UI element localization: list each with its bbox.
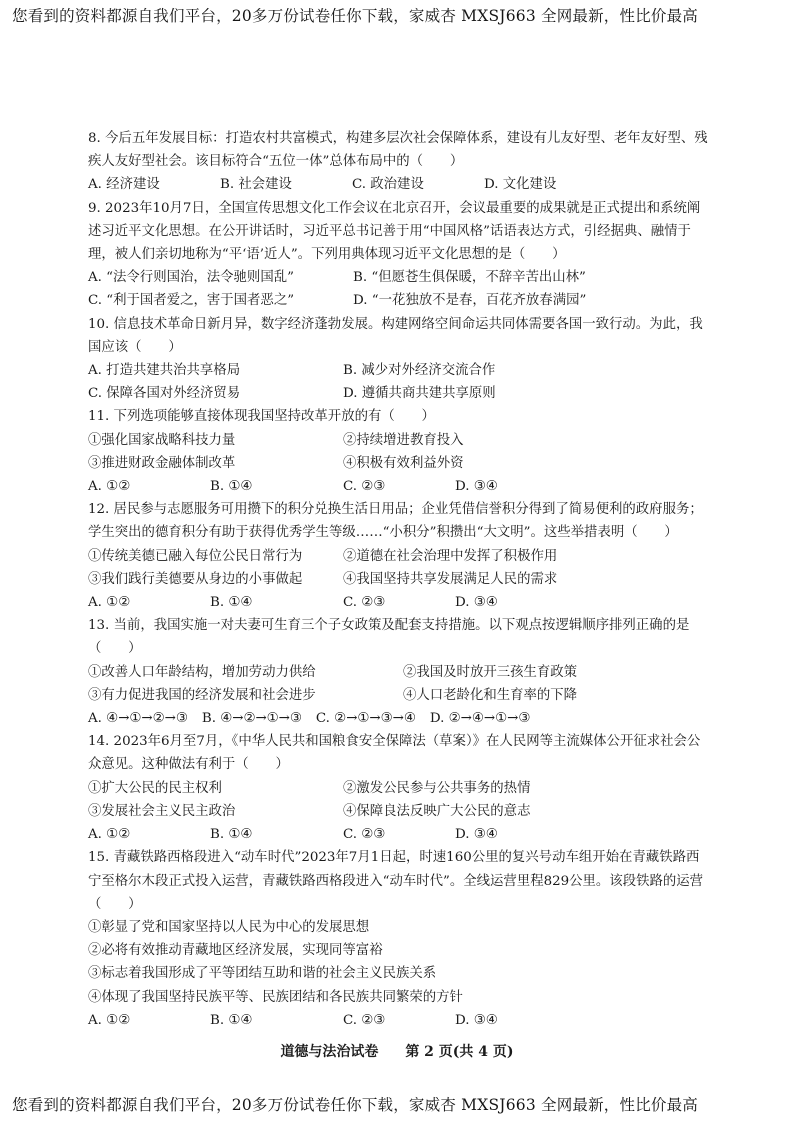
statements-row: [88, 452, 708, 475]
statement-2: ②持续增进教育投入: [343, 432, 464, 448]
question-9: [88, 197, 708, 313]
option-b: B. ①④: [210, 1012, 253, 1028]
statement-2: ②必将有效推动青藏地区经济发展，实现同等富裕: [88, 943, 383, 959]
statement-line: [88, 939, 708, 962]
option-d: D. 遵循共商共建共享原则: [343, 386, 496, 402]
question-stem: 8. 今后五年发展目标：打造农村共富模式，构建多层次社会保障体系，建设有儿友好型、老年友好型、残疾人友好型社会。该目标符合“五位一体”总体布局中的（ ）: [88, 131, 708, 170]
page-number: 第 2 页(共 4 页): [405, 1044, 514, 1060]
statement-4: ④保障良法反映广大公民的意志: [343, 803, 531, 819]
question-stem: 9. 2023年10月7日，全国宣传思想文化工作会议在北京召开，会议最重要的成果就是正式提出和系统阐述习近平文化思想。在公开讲话时，习近平总书记善于用“中国风格”话语表达方式，引经据典、融情于理，被人们亲切地称为“平‘语’近人”。下列用典体现习近平文化思想的是（ ）: [88, 200, 701, 263]
question-stem: 13. 当前，我国实施一对夫妻可生育三个子女政策及配套支持措施。以下观点按逻辑顺序排列正确的是（ ）: [88, 618, 690, 657]
options-row: [88, 591, 708, 614]
options-row: [88, 173, 708, 196]
option-d: D. 文化建设: [484, 177, 557, 193]
exam-subject: 道德与法治试卷: [280, 1044, 379, 1060]
statements-row: [88, 800, 708, 823]
option-d: D. ③④: [455, 827, 498, 843]
statement-2: ②我国及时放开三孩生育政策: [403, 664, 578, 680]
statement-line: [88, 916, 708, 939]
options-row: [88, 1009, 708, 1032]
option-d: D. ③④: [455, 479, 498, 495]
options-row: [88, 707, 708, 730]
option-a: A. ①②: [88, 479, 131, 495]
exam-content: [88, 127, 708, 1032]
option-a: A. ①②: [88, 827, 131, 843]
statements-row: [88, 684, 708, 707]
bottom-watermark-banner: 您看到的资料都源自我们平台，20多万份试卷任你下载，家威杏 MXSJ663 全网最新，性比价最高: [12, 1096, 699, 1114]
question-8: [88, 127, 708, 197]
question-15: [88, 846, 708, 1032]
options-row: [88, 359, 708, 382]
option-c: C. ②③: [343, 827, 386, 843]
statement-4: ④人口老龄化和生育率的下降: [403, 687, 578, 703]
question-13: [88, 614, 708, 730]
option-a: A. ④→①→②→③: [88, 711, 188, 727]
option-d: D. ③④: [455, 595, 498, 611]
question-stem: 14. 2023年6月至7月，《中华人民共和国粮食安全保障法（草案）》在人民网等主流媒体公开征求社会公众意见。这种做法有利于（ ）: [88, 734, 701, 773]
option-c: C. ②③: [343, 479, 386, 495]
option-c: C. “利于国者爱之，害于国者恶之”: [88, 293, 295, 309]
question-14: [88, 730, 708, 846]
statement-1: ①彰显了党和国家坚持以人民为中心的发展思想: [88, 919, 370, 935]
statement-1: ①扩大公民的民主权利: [88, 780, 222, 796]
option-a: A. ①②: [88, 595, 131, 611]
question-stem: 11. 下列选项能够直接体现我国坚持改革开放的有（ ）: [88, 409, 435, 425]
option-d: D. ③④: [455, 1012, 498, 1028]
statements-row: [88, 429, 708, 452]
statement-2: ②道德在社会治理中发挥了积极作用: [343, 548, 558, 564]
statement-4: ④积极有效利益外资: [343, 455, 464, 471]
question-stem: 12. 居民参与志愿服务可用攒下的积分兑换生活日用品；企业凭借信誉积分得到了简易便利的政府服务；学生突出的德育积分有助于获得优秀学生等级……“小积分”积攒出“大文明”。这些举措表明（ ）: [88, 502, 703, 541]
option-b: B. ①④: [210, 827, 253, 843]
top-watermark-banner: 您看到的资料都源自我们平台，20多万份试卷任你下载，家威杏 MXSJ663 全网最新，性比价最高: [12, 7, 699, 25]
options-row: [88, 266, 708, 289]
statement-3: ③我们践行美德要从身边的小事做起: [88, 571, 303, 587]
option-a: A. 打造共建共治共享格局: [88, 363, 241, 379]
statement-1: ①强化国家战略科技力量: [88, 432, 236, 448]
statement-line: [88, 962, 708, 985]
statements-row: [88, 545, 708, 568]
option-b: B. ①④: [210, 479, 253, 495]
statements-row: [88, 661, 708, 684]
option-c: C. 保障各国对外经济贸易: [88, 386, 241, 402]
statement-4: ④体现了我国坚持民族平等、民族团结和各民族共同繁荣的方针: [88, 989, 463, 1005]
options-row: [88, 289, 708, 312]
option-a: A. 经济建设: [88, 177, 160, 193]
option-c: C. ②→①→③→④: [315, 711, 416, 727]
option-d: D. “一花独放不是春，百花齐放春满园”: [353, 293, 587, 309]
options-row: [88, 823, 708, 846]
question-stem: 15. 青藏铁路西格段进入“动车时代”2023年7月1日起，时速160公里的复兴号动车组开始在青藏铁路西宁至格尔木段正式投入运营，青藏铁路西格段进入“动车时代”。全线运营里程829公里。该段铁路的运营（ ）: [88, 850, 704, 912]
statements-row: [88, 568, 708, 591]
option-a: A. “法令行则国治，法令驰则国乱”: [88, 270, 294, 286]
statement-3: ③发展社会主义民主政治: [88, 803, 236, 819]
option-c: C. ②③: [343, 1012, 386, 1028]
statement-2: ②激发公民参与公共事务的热情: [343, 780, 531, 796]
option-d: D. ②→④→①→③: [429, 711, 531, 727]
statement-3: ③推进财政金融体制改革: [88, 455, 236, 471]
option-b: B. 减少对外经济交流合作: [343, 363, 496, 379]
option-c: C. ②③: [343, 595, 386, 611]
option-b: B. ④→②→①→③: [201, 711, 302, 727]
option-b: B. “但愿苍生俱保暖，不辞辛苦出山林”: [353, 270, 586, 286]
option-c: C. 政治建设: [352, 177, 424, 193]
question-11: [88, 405, 708, 498]
option-b: B. ①④: [210, 595, 253, 611]
page-footer: [0, 1041, 794, 1061]
option-b: B. 社会建设: [220, 177, 292, 193]
statement-line: [88, 986, 708, 1009]
statement-3: ③有力促进我国的经济发展和社会进步: [88, 687, 316, 703]
options-row: [88, 382, 708, 405]
options-row: [88, 475, 708, 498]
question-stem: 10. 信息技术革命日新月异，数字经济蓬勃发展。构建网络空间命运共同体需要各国一致行动。为此，我国应该（ ）: [88, 316, 703, 355]
statement-3: ③标志着我国形成了平等团结互助和谐的社会主义民族关系: [88, 966, 437, 982]
statement-4: ④我国坚持共享发展满足人民的需求: [343, 571, 558, 587]
statement-1: ①传统美德已融入每位公民日常行为: [88, 548, 303, 564]
statements-row: [88, 777, 708, 800]
question-12: [88, 498, 708, 614]
question-10: [88, 313, 708, 406]
statement-1: ①改善人口年龄结构，增加劳动力供给: [88, 664, 316, 680]
option-a: A. ①②: [88, 1012, 131, 1028]
